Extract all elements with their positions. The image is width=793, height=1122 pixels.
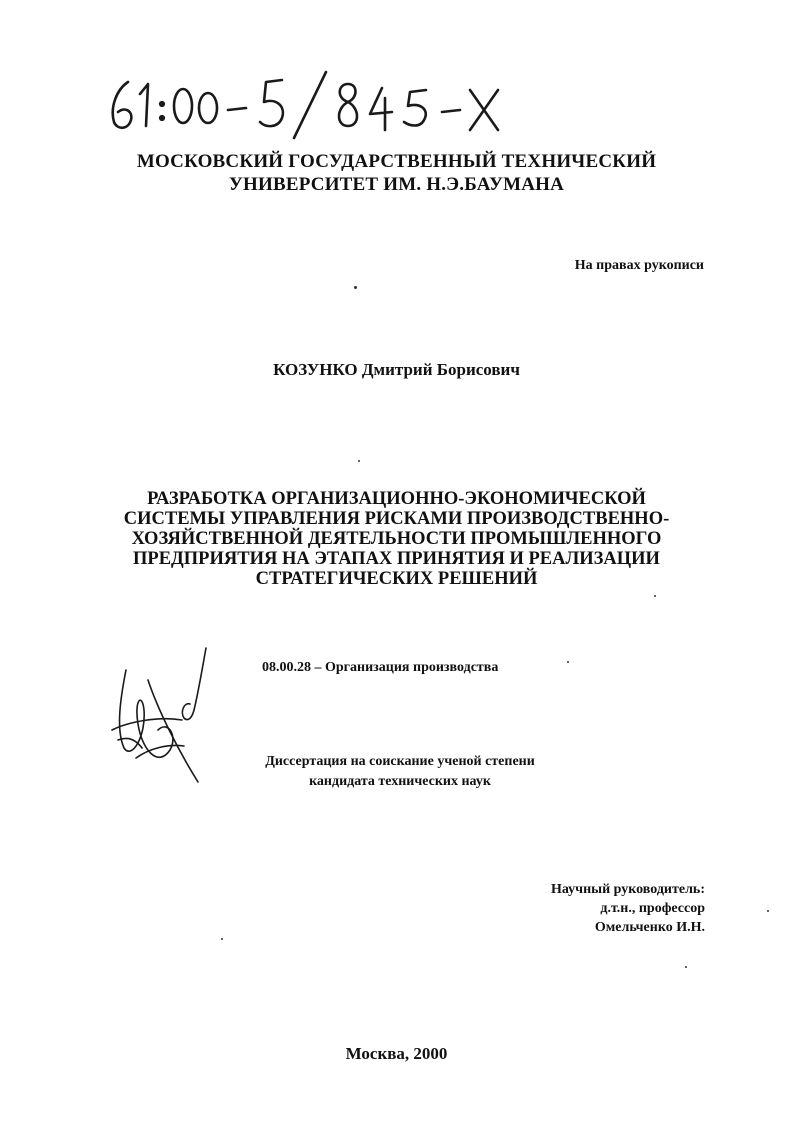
title-line: РАЗРАБОТКА ОРГАНИЗАЦИОННО-ЭКОНОМИЧЕСКОЙ xyxy=(147,489,646,509)
title-line: СТРАТЕГИЧЕСКИХ РЕШЕНИЙ xyxy=(255,569,538,589)
author-given-names: Дмитрий Борисович xyxy=(361,360,520,379)
scan-speck xyxy=(567,661,569,663)
supervisor-title: д.т.н., профессор xyxy=(600,901,705,916)
title-line: ХОЗЯЙСТВЕННОЙ ДЕЯТЕЛЬНОСТИ ПРОМЫШЛЕННОГО xyxy=(131,529,662,549)
university-line-1: МОСКОВСКИЙ ГОСУДАРСТВЕННЫЙ ТЕХНИЧЕСКИЙ xyxy=(136,151,657,172)
author-surname: КОЗУНКО xyxy=(273,360,358,379)
scan-speck xyxy=(654,595,656,597)
specialty: 08.00.28 – Организация производства xyxy=(262,660,499,675)
rights-note: На правах рукописи xyxy=(574,258,704,273)
scan-speck xyxy=(221,938,223,940)
degree-line-2: кандидата технических наук xyxy=(309,774,491,789)
scan-speck xyxy=(354,286,357,289)
title-line: СИСТЕМЫ УПРАВЛЕНИЯ РИСКАМИ ПРОИЗВОДСТВЕННО- xyxy=(123,509,670,529)
supervisor-block xyxy=(551,880,705,937)
scan-speck xyxy=(767,910,769,912)
signature-drawing xyxy=(98,640,228,790)
degree-line-1: Диссертация на соискание ученой степени xyxy=(265,754,535,769)
dissertation-title xyxy=(0,489,793,589)
university-name xyxy=(0,150,793,196)
signature xyxy=(98,640,228,790)
handwritten-archive-code-drawing xyxy=(100,68,520,140)
supervisor-label: Научный руководитель: xyxy=(551,882,705,897)
title-line: ПРЕДПРИЯТИЯ НА ЭТАПАХ ПРИНЯТИЯ И РЕАЛИЗАЦИИ xyxy=(133,549,660,569)
scan-speck xyxy=(685,966,687,968)
author-name xyxy=(0,360,793,380)
university-line-2: УНИВЕРСИТЕТ ИМ. Н.Э.БАУМАНА xyxy=(228,174,565,195)
scan-speck xyxy=(358,460,360,462)
supervisor-name: Омельченко И.Н. xyxy=(594,920,705,935)
degree-statement xyxy=(230,752,570,792)
city-year: Москва, 2000 xyxy=(345,1044,448,1063)
handwritten-archive-code xyxy=(100,68,520,140)
